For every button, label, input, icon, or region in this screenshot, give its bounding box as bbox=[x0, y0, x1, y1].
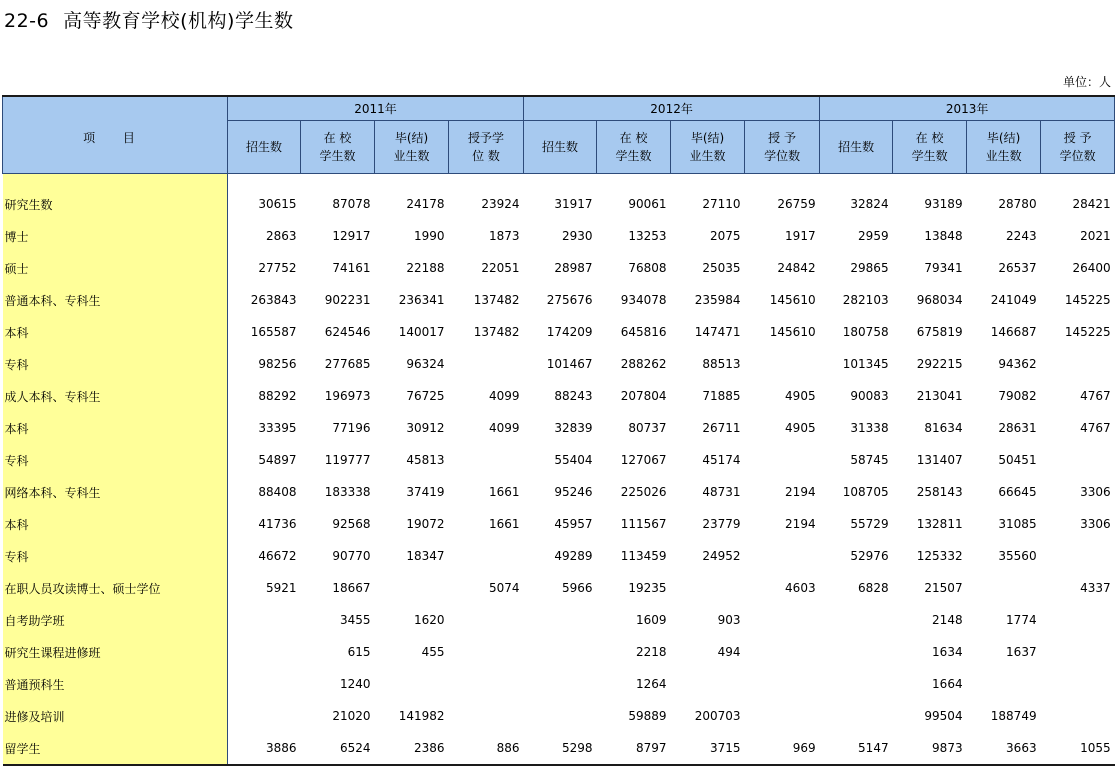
table-row bbox=[3, 220, 1115, 252]
row-label: 专科 bbox=[3, 540, 228, 572]
year-header-2013: 2013年 bbox=[820, 96, 1115, 121]
table-cell: 9873 bbox=[893, 732, 967, 765]
table-row bbox=[3, 174, 1115, 221]
table-cell: 74161 bbox=[332, 261, 371, 275]
row-label: 硕士 bbox=[3, 252, 228, 284]
sub-header-enrollment: 招生数 bbox=[228, 121, 301, 174]
table-cell bbox=[745, 668, 820, 700]
table-cell: 5921 bbox=[265, 581, 297, 595]
table-cell: 5147 bbox=[820, 732, 893, 765]
table-cell: 55729 bbox=[850, 517, 889, 531]
table-cell: 3455 bbox=[339, 613, 371, 627]
table-cell: 90770 bbox=[332, 549, 371, 563]
unit-label: 单位：人 bbox=[1062, 75, 1111, 89]
table-cell: 13253 bbox=[628, 229, 667, 243]
table-cell: 21507 bbox=[924, 581, 963, 595]
table-cell: 140017 bbox=[398, 325, 445, 339]
table-cell: 59889 bbox=[628, 709, 667, 723]
table-cell: 1240 bbox=[339, 677, 371, 691]
table-row bbox=[3, 380, 1115, 412]
table-row bbox=[3, 700, 1115, 732]
table-cell: 277685 bbox=[324, 357, 371, 371]
table-cell: 13848 bbox=[924, 229, 963, 243]
row-label: 本科 bbox=[3, 316, 228, 348]
table-cell: 494 bbox=[717, 645, 741, 659]
table-row bbox=[3, 412, 1115, 444]
row-label: 研究生课程进修班 bbox=[3, 636, 228, 668]
table-cell: 71885 bbox=[702, 389, 741, 403]
table-cell: 119777 bbox=[324, 453, 371, 467]
table-cell: 180758 bbox=[842, 325, 889, 339]
table-cell: 23924 bbox=[481, 197, 520, 211]
table-cell: 4603 bbox=[785, 581, 816, 595]
table-cell: 5298 bbox=[524, 732, 597, 765]
year-header-2012: 2012年 bbox=[524, 96, 820, 121]
table-cell: 1055 bbox=[1041, 732, 1115, 765]
table-cell: 241049 bbox=[990, 293, 1037, 307]
table-cell: 27110 bbox=[702, 197, 741, 211]
table-cell: 28780 bbox=[998, 197, 1037, 211]
table-cell: 66645 bbox=[998, 485, 1037, 499]
table-cell: 645816 bbox=[620, 325, 667, 339]
table-cell: 292215 bbox=[916, 357, 963, 371]
row-label: 专科 bbox=[3, 348, 228, 380]
item-column-header: 项 目 bbox=[3, 96, 228, 174]
table-cell bbox=[228, 700, 301, 732]
table-cell bbox=[228, 604, 301, 636]
table-cell: 2194 bbox=[785, 517, 816, 531]
table-cell bbox=[449, 604, 524, 636]
table-cell: 1637 bbox=[1006, 645, 1037, 659]
table-cell bbox=[449, 668, 524, 700]
table-cell: 2148 bbox=[932, 613, 963, 627]
table-cell: 21020 bbox=[332, 709, 371, 723]
table-cell: 32824 bbox=[850, 197, 889, 211]
table-cell: 141982 bbox=[398, 709, 445, 723]
table-cell bbox=[745, 700, 820, 732]
table-cell: 4905 bbox=[785, 389, 816, 403]
row-label: 普通预科生 bbox=[3, 668, 228, 700]
table-cell: 113459 bbox=[620, 549, 667, 563]
table-cell: 145225 bbox=[1064, 293, 1111, 307]
table-cell: 26759 bbox=[777, 197, 816, 211]
row-label: 留学生 bbox=[3, 732, 228, 765]
table-header bbox=[3, 96, 1115, 174]
table-cell: 58745 bbox=[850, 453, 889, 467]
row-label: 成人本科、专科生 bbox=[3, 380, 228, 412]
table-cell: 225026 bbox=[620, 485, 667, 499]
table-cell: 236341 bbox=[398, 293, 445, 307]
table-cell: 31085 bbox=[998, 517, 1037, 531]
table-cell: 2959 bbox=[858, 229, 889, 243]
table-cell: 4337 bbox=[1080, 581, 1111, 595]
table-row bbox=[3, 316, 1115, 348]
table-cell: 18347 bbox=[406, 549, 445, 563]
table-row bbox=[3, 476, 1115, 508]
table-cell: 131407 bbox=[916, 453, 963, 467]
table-cell: 675819 bbox=[916, 325, 963, 339]
table-cell: 174209 bbox=[546, 325, 593, 339]
table-cell: 101345 bbox=[842, 357, 889, 371]
table-cell: 275676 bbox=[546, 293, 593, 307]
table-row bbox=[3, 604, 1115, 636]
table-cell: 968034 bbox=[916, 293, 963, 307]
table-cell: 1990 bbox=[413, 229, 445, 243]
table-cell: 3306 bbox=[1080, 517, 1111, 531]
table-cell: 6828 bbox=[858, 581, 889, 595]
table-number: 22-6 bbox=[4, 10, 50, 32]
table-cell: 101467 bbox=[546, 357, 593, 371]
table-cell: 93189 bbox=[924, 197, 963, 211]
table-cell bbox=[820, 636, 893, 668]
sub-header-graduates: 毕(结) 业生数 bbox=[967, 121, 1041, 174]
table-cell: 146687 bbox=[990, 325, 1037, 339]
table-cell: 137482 bbox=[473, 325, 520, 339]
table-cell: 76725 bbox=[406, 389, 445, 403]
table-cell: 54897 bbox=[258, 453, 297, 467]
sub-header-in-school: 在 校 学生数 bbox=[893, 121, 967, 174]
table-row bbox=[3, 540, 1115, 572]
table-cell: 111567 bbox=[620, 517, 667, 531]
table-cell: 35560 bbox=[998, 549, 1037, 563]
table-cell: 196973 bbox=[324, 389, 371, 403]
table-cell: 28631 bbox=[998, 421, 1037, 435]
table-cell: 4767 bbox=[1080, 389, 1111, 403]
table-cell: 4905 bbox=[785, 421, 816, 435]
table-cell bbox=[745, 636, 820, 668]
table-cell: 12917 bbox=[332, 229, 371, 243]
table-cell: 1917 bbox=[785, 229, 816, 243]
table-cell: 24952 bbox=[702, 549, 741, 563]
table-cell bbox=[449, 444, 524, 476]
row-label: 自考助学班 bbox=[3, 604, 228, 636]
table-cell: 969 bbox=[745, 732, 820, 765]
table-cell: 1661 bbox=[489, 517, 520, 531]
year-header-2011: 2011年 bbox=[228, 96, 524, 121]
sub-header-in-school: 在 校 学生数 bbox=[597, 121, 671, 174]
table-cell: 77196 bbox=[332, 421, 371, 435]
table-cell: 46672 bbox=[258, 549, 297, 563]
table-cell bbox=[449, 700, 524, 732]
table-cell: 2075 bbox=[710, 229, 741, 243]
table-cell: 132811 bbox=[916, 517, 963, 531]
table-cell: 886 bbox=[449, 732, 524, 765]
table-cell bbox=[967, 668, 1041, 700]
sub-header-enrollment: 招生数 bbox=[524, 121, 597, 174]
table-cell: 1661 bbox=[489, 485, 520, 499]
table-cell: 1664 bbox=[932, 677, 963, 691]
table-cell: 5966 bbox=[562, 581, 593, 595]
table-cell bbox=[375, 668, 449, 700]
sub-header-graduates: 毕(结) 业生数 bbox=[375, 121, 449, 174]
table-cell: 96324 bbox=[406, 357, 445, 371]
row-label: 在职人员攻读博士、硕士学位 bbox=[3, 572, 228, 604]
table-cell bbox=[228, 636, 301, 668]
table-row bbox=[3, 668, 1115, 700]
table-cell bbox=[745, 604, 820, 636]
table-cell bbox=[820, 604, 893, 636]
table-cell: 200703 bbox=[694, 709, 741, 723]
sub-header-degrees: 授 予 学位数 bbox=[745, 121, 820, 174]
table-cell: 88408 bbox=[258, 485, 297, 499]
table-cell: 3306 bbox=[1080, 485, 1111, 499]
table-cell: 2863 bbox=[265, 229, 297, 243]
table-cell: 145225 bbox=[1064, 325, 1111, 339]
table-cell: 25035 bbox=[702, 261, 741, 275]
table-cell: 76808 bbox=[628, 261, 667, 275]
row-label: 研究生数 bbox=[3, 174, 228, 221]
table-cell: 2930 bbox=[562, 229, 593, 243]
table-cell: 137482 bbox=[473, 293, 520, 307]
table-cell: 79341 bbox=[924, 261, 963, 275]
table-cell: 6524 bbox=[301, 732, 375, 765]
table-cell: 24178 bbox=[406, 197, 445, 211]
table-cell: 188749 bbox=[990, 709, 1037, 723]
table-cell bbox=[967, 572, 1041, 604]
table-cell: 183338 bbox=[324, 485, 371, 499]
table-row bbox=[3, 252, 1115, 284]
table-title: 高等教育学校(机构)学生数 bbox=[63, 10, 294, 32]
table-cell: 90061 bbox=[628, 197, 667, 211]
table-cell: 147471 bbox=[694, 325, 741, 339]
table-cell bbox=[671, 572, 745, 604]
table-cell: 26537 bbox=[998, 261, 1037, 275]
table-cell bbox=[1041, 668, 1115, 700]
table-cell: 165587 bbox=[250, 325, 297, 339]
row-label: 普通本科、专科生 bbox=[3, 284, 228, 316]
table-cell: 28421 bbox=[1072, 197, 1111, 211]
table-cell: 1264 bbox=[636, 677, 667, 691]
row-label: 本科 bbox=[3, 412, 228, 444]
table-cell: 2021 bbox=[1080, 229, 1111, 243]
table-cell: 8797 bbox=[597, 732, 671, 765]
table-body bbox=[3, 174, 1115, 766]
table-cell bbox=[449, 348, 524, 380]
table-cell: 90083 bbox=[850, 389, 889, 403]
table-cell: 2194 bbox=[785, 485, 816, 499]
table-cell: 934078 bbox=[620, 293, 667, 307]
table-cell: 5074 bbox=[489, 581, 520, 595]
table-cell: 92568 bbox=[332, 517, 371, 531]
table-cell: 288262 bbox=[620, 357, 667, 371]
table-cell bbox=[375, 572, 449, 604]
table-cell: 903 bbox=[717, 613, 741, 627]
table-cell: 52976 bbox=[850, 549, 889, 563]
table-row bbox=[3, 732, 1115, 765]
table-cell: 4767 bbox=[1080, 421, 1111, 435]
row-label: 本科 bbox=[3, 508, 228, 540]
table-cell: 3886 bbox=[228, 732, 301, 765]
sub-header-in-school: 在 校 学生数 bbox=[301, 121, 375, 174]
table-cell bbox=[671, 668, 745, 700]
row-label: 博士 bbox=[3, 220, 228, 252]
sub-header-enrollment: 招生数 bbox=[820, 121, 893, 174]
table-cell: 41736 bbox=[258, 517, 297, 531]
table-cell: 4099 bbox=[489, 389, 520, 403]
table-cell: 50451 bbox=[998, 453, 1037, 467]
table-cell: 45174 bbox=[702, 453, 741, 467]
table-cell bbox=[228, 668, 301, 700]
table-cell: 19235 bbox=[628, 581, 667, 595]
table-cell: 80737 bbox=[628, 421, 667, 435]
table-cell: 207804 bbox=[620, 389, 667, 403]
table-cell: 33395 bbox=[258, 421, 297, 435]
table-cell bbox=[1041, 604, 1115, 636]
table-cell: 22051 bbox=[481, 261, 520, 275]
table-cell: 28987 bbox=[554, 261, 593, 275]
table-cell: 1634 bbox=[932, 645, 963, 659]
table-cell: 37419 bbox=[406, 485, 445, 499]
row-label: 专科 bbox=[3, 444, 228, 476]
table-cell: 32839 bbox=[554, 421, 593, 435]
table-cell: 108705 bbox=[842, 485, 889, 499]
table-cell: 26711 bbox=[702, 421, 741, 435]
table-cell: 1774 bbox=[1006, 613, 1037, 627]
table-cell: 31338 bbox=[850, 421, 889, 435]
table-cell: 48731 bbox=[702, 485, 741, 499]
table-cell: 94362 bbox=[998, 357, 1037, 371]
table-cell bbox=[1041, 636, 1115, 668]
table-cell: 258143 bbox=[916, 485, 963, 499]
page-title bbox=[4, 6, 293, 33]
table-cell: 2218 bbox=[636, 645, 667, 659]
table-row bbox=[3, 348, 1115, 380]
table-cell bbox=[449, 636, 524, 668]
row-label: 网络本科、专科生 bbox=[3, 476, 228, 508]
table-cell: 87078 bbox=[332, 197, 371, 211]
table-cell: 1620 bbox=[413, 613, 445, 627]
table-cell: 45957 bbox=[554, 517, 593, 531]
table-cell: 95246 bbox=[554, 485, 593, 499]
table-cell: 24842 bbox=[777, 261, 816, 275]
table-cell: 22188 bbox=[406, 261, 445, 275]
table-cell: 145610 bbox=[769, 325, 816, 339]
table-row bbox=[3, 636, 1115, 668]
table-cell: 29865 bbox=[850, 261, 889, 275]
table-cell: 30615 bbox=[258, 197, 297, 211]
table-cell bbox=[820, 668, 893, 700]
sub-header-degrees: 授予学 位 数 bbox=[449, 121, 524, 174]
table-cell: 19072 bbox=[406, 517, 445, 531]
table-cell: 125332 bbox=[916, 549, 963, 563]
table-cell: 213041 bbox=[916, 389, 963, 403]
table-cell: 98256 bbox=[258, 357, 297, 371]
table-cell bbox=[1041, 348, 1115, 380]
table-cell bbox=[524, 668, 597, 700]
table-cell: 902231 bbox=[324, 293, 371, 307]
table-cell bbox=[820, 700, 893, 732]
table-row bbox=[3, 572, 1115, 604]
table-cell: 2386 bbox=[375, 732, 449, 765]
table-cell: 2243 bbox=[1006, 229, 1037, 243]
table-cell bbox=[524, 700, 597, 732]
table-cell: 624546 bbox=[324, 325, 371, 339]
table-cell: 27752 bbox=[258, 261, 297, 275]
table-cell bbox=[1041, 444, 1115, 476]
table-cell: 49289 bbox=[554, 549, 593, 563]
sub-header-graduates: 毕(结) 业生数 bbox=[671, 121, 745, 174]
statistics-table bbox=[2, 95, 1115, 766]
table-row bbox=[3, 284, 1115, 316]
table-cell: 615 bbox=[347, 645, 371, 659]
table-cell: 455 bbox=[421, 645, 445, 659]
table-cell: 3663 bbox=[967, 732, 1041, 765]
table-cell: 88243 bbox=[554, 389, 593, 403]
table-cell: 282103 bbox=[842, 293, 889, 307]
sub-header-degrees: 授 予 学位数 bbox=[1041, 121, 1115, 174]
table-cell: 235984 bbox=[694, 293, 741, 307]
table-cell: 127067 bbox=[620, 453, 667, 467]
table-cell: 31917 bbox=[554, 197, 593, 211]
table-cell bbox=[1041, 540, 1115, 572]
table-cell bbox=[449, 540, 524, 572]
table-cell: 79082 bbox=[998, 389, 1037, 403]
table-row bbox=[3, 444, 1115, 476]
table-cell: 99504 bbox=[924, 709, 963, 723]
table-cell: 4099 bbox=[489, 421, 520, 435]
table-cell: 45813 bbox=[406, 453, 445, 467]
table-cell: 26400 bbox=[1072, 261, 1111, 275]
table-cell: 88513 bbox=[702, 357, 741, 371]
table-cell bbox=[745, 444, 820, 476]
table-cell bbox=[745, 540, 820, 572]
table-cell: 1609 bbox=[636, 613, 667, 627]
table-cell bbox=[524, 636, 597, 668]
table-cell: 18667 bbox=[332, 581, 371, 595]
table-cell: 23779 bbox=[702, 517, 741, 531]
table-cell: 55404 bbox=[554, 453, 593, 467]
table-cell bbox=[1041, 700, 1115, 732]
table-cell bbox=[524, 604, 597, 636]
table-cell: 145610 bbox=[769, 293, 816, 307]
table-cell: 3715 bbox=[671, 732, 745, 765]
table-cell: 30912 bbox=[406, 421, 445, 435]
row-label: 进修及培训 bbox=[3, 700, 228, 732]
table-row bbox=[3, 508, 1115, 540]
table-cell: 81634 bbox=[924, 421, 963, 435]
table-cell: 263843 bbox=[250, 293, 297, 307]
table-cell bbox=[745, 348, 820, 380]
table-cell: 1873 bbox=[489, 229, 520, 243]
table-cell: 88292 bbox=[258, 389, 297, 403]
